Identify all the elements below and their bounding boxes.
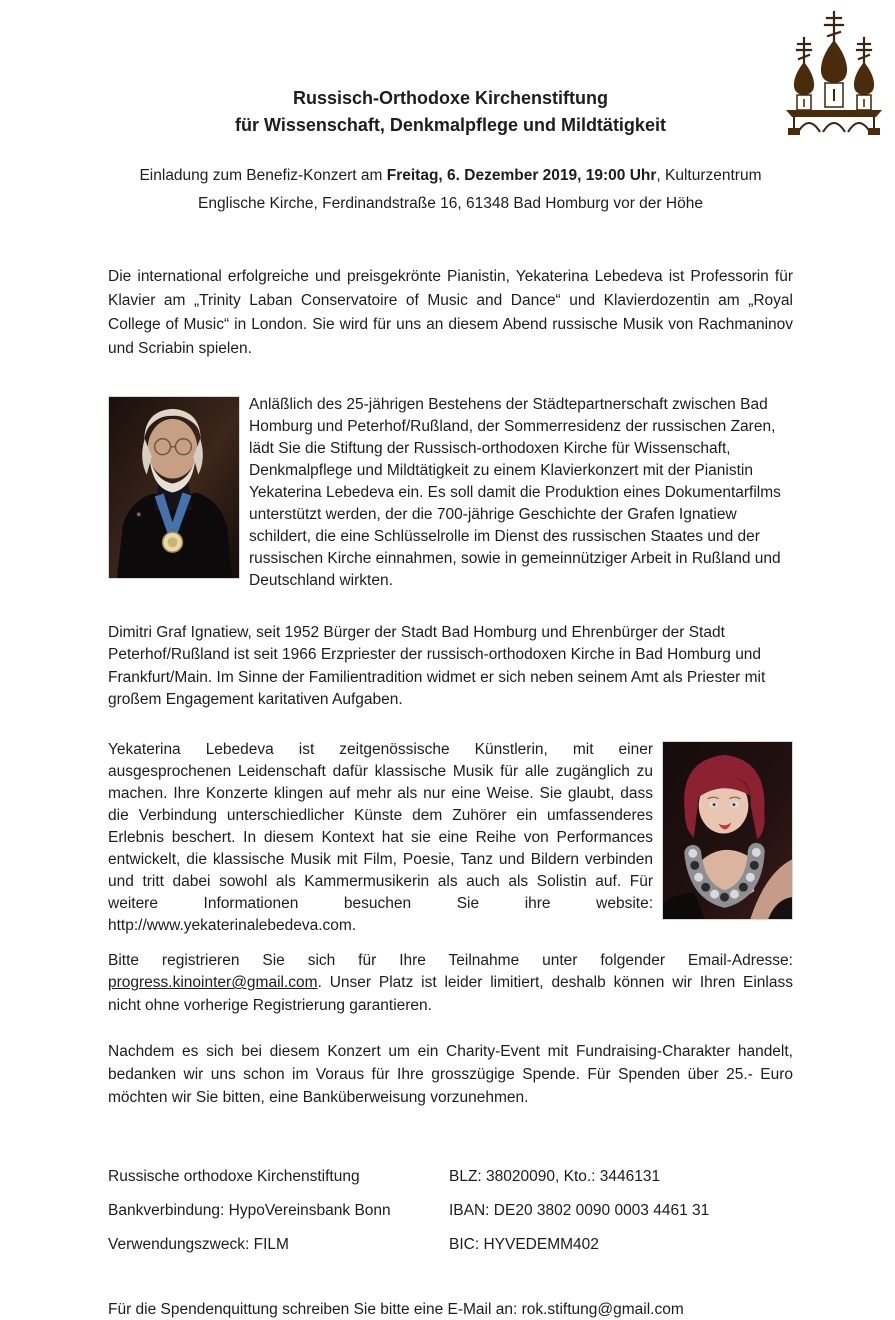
paragraph-anniversary — [108, 394, 793, 592]
registration-text-2: . Unser Platz ist leider limitiert, deshalb können wir Ihren Einlass nicht ohne vorherige Registrierung garantieren. — [108, 974, 793, 1014]
bank-row-name: Russische orthodoxe Kirchenstiftung — [108, 1168, 360, 1186]
title-line-1: Russisch-Orthodoxe Kirchenstiftung — [292, 88, 609, 108]
invitation-venue: , Kulturzentrum Englische Kirche, Ferdinandstraße 16, 61348 Bad Homburg vor der Höhe — [198, 167, 762, 212]
bank-details — [108, 1167, 793, 1254]
bank-row-bic: BIC: HYVEDEMM402 — [449, 1236, 599, 1254]
bank-row-blz-kto: BLZ: 38020090, Kto.: 3446131 — [449, 1168, 661, 1186]
paragraph-anniversary-text: Anläßlich des 25-jährigen Bestehens der Städtepartnerschaft zwischen Bad Homburg und Peterhof/Rußland, der Sommerresidenz der russischen Zaren, lädt Sie die Stiftung der Russisch-orthodoxen Kirche für Wissenschaft, Denkmalpflege und Mildtätigkeit zu einem Klavierkonzert mit der Pianistin Yekaterina Lebedeva ein. Es soll damit die Produktion eines Dokumentarfilms unterstützt werden, der die 700-jährige Geschichte der Grafen Ignatiew schildert, die eine Schlüsselrolle im Dienst des russischen Staates und der russischen Kirche einnahmen, sowie in gemeinnütziger Arbeit in Rußland und Deutschland wirkten. — [249, 396, 781, 589]
invitation-prefix: Einladung zum Benefiz-Konzert am — [139, 167, 387, 184]
registration-text-1: Bitte registrieren Sie sich für Ihre Teilnahme unter folgender Email-Adresse: — [108, 951, 793, 969]
orthodox-church-icon — [778, 8, 890, 136]
paragraph-intro-pianist: Die international erfolgreiche und preisgekrönte Pianistin, Yekaterina Lebedeva ist Professorin für Klavier am „Trinity Laban Conservatoire of Music and Dance“ und Klavierdozentin am „Royal College of Music“ in London. Sie wird für uns an diesem Abend russische Musik von Rachmaninov und Scriabin spielen. — [108, 268, 793, 357]
paragraph-charity: Nachdem es sich bei diesem Konzert um ein Charity-Event mit Fundraising-Charakter handelt, bedanken wir uns schon im Voraus für Ihre grosszügige Spende. Für Spenden über 25.- Euro möchten wir Sie bitten, eine Banküberweisung vorzunehmen. — [108, 1043, 793, 1107]
paragraph-yekaterina-after: . — [351, 916, 357, 934]
paragraph-yekaterina-text: Yekaterina Lebedeva ist zeitgenössische Künstlerin, mit einer ausgesprochenen Leidenschaft dafür klassische Musik für alle zugänglich zu machen. Ihre Konzerte klingen auf mehr als nur eine Weise. Sie glaubt, dass die Verbindung unterschiedlicher Künste dem Zuhörer ein umfassenderes Erlebnis beschert. In diesem Kontext hat sie eine Reihe von Performances entwickelt, die klassische Musik mit Film, Poesie, Tanz und Bildern verbinden und tritt dabei sowohl als Kammermusikerin als auch als Solistin auf. Für weitere Informationen besuchen Sie ihre website: — [108, 740, 653, 912]
bank-row-verwendungszweck: Verwendungszweck: FILM — [108, 1236, 289, 1254]
bank-row-bankverbindung: Bankverbindung: HypoVereinsbank Bonn — [108, 1202, 391, 1220]
yekaterina-website-url: http://www.yekaterinalebedeva.com — [108, 916, 352, 934]
photo-dimitri-ignatiew — [108, 396, 240, 579]
paragraph-dimitri: Dimitri Graf Ignatiew, seit 1952 Bürger der Stadt Bad Homburg und Ehrenbürger der Stadt Peterhof/Rußland ist seit 1966 Erzpriester der russisch-orthodoxen Kirche in Bad Homburg und Frankfurt/Main. Im Sinne der Familientradition widmet er sich neben seinem Amt als Priester mit großem Engagement karitativen Aufgaben. — [108, 624, 766, 709]
page-title — [108, 0, 793, 139]
title-line-2: für Wissenschaft, Denkmalpflege und Mildtätigkeit — [235, 115, 666, 135]
invitation-datetime: Freitag, 6. Dezember 2019, 19:00 Uhr — [386, 167, 657, 184]
paragraph-registration — [108, 950, 793, 1018]
photo-yekaterina-lebedeva — [662, 741, 793, 920]
paragraph-yekaterina — [108, 739, 793, 937]
donation-receipt-note: Für die Spendenquittung schreiben Sie bitte eine E-Mail an: rok.stiftung@gmail.com — [108, 1301, 684, 1319]
registration-email-link[interactable]: progress.kinointer@gmail.com — [108, 974, 318, 992]
bank-row-iban: IBAN: DE20 3802 0090 0003 4461 31 — [449, 1202, 710, 1220]
invitation-line — [108, 162, 793, 218]
